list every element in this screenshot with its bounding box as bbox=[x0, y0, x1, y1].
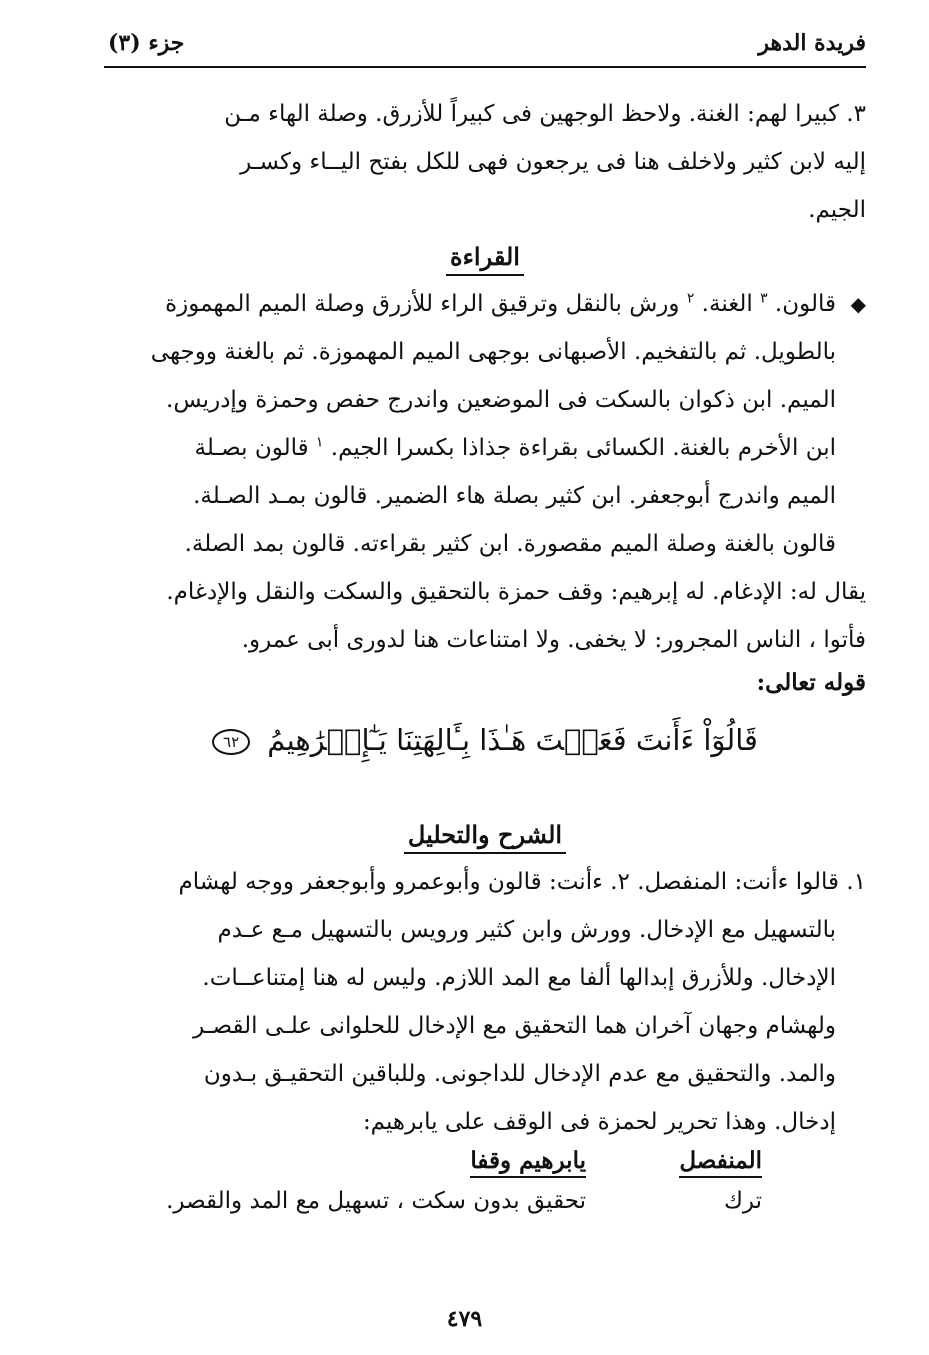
section-heading-qiraa bbox=[104, 234, 866, 280]
table-header-yabrahim: يابرهيم وقفا bbox=[470, 1146, 586, 1178]
table-header-row bbox=[104, 1146, 866, 1188]
quote-label: قوله تعالى: bbox=[756, 669, 866, 696]
sharh-line: والمد. والتحقيق مع عدم الإدخال للداجونى. وللباقين التحقيـق بـدون bbox=[203, 1061, 836, 1087]
page-content bbox=[104, 90, 866, 1230]
qiraa-line bbox=[104, 424, 866, 472]
sharh-line: ١. قالوا ءأنت: المنفصل. ٢. ءأنت: قالون وأبوعمرو وأبوجعفر ووجه لهشام bbox=[178, 869, 866, 895]
footnote-ref: ٢ bbox=[686, 290, 695, 307]
heading-sharh-text: الشرح والتحليل bbox=[404, 818, 566, 854]
quran-verse bbox=[104, 708, 866, 772]
diamond-bullet-icon: ◆ bbox=[850, 292, 866, 316]
table-row bbox=[104, 1188, 866, 1230]
part-label: جزء (٣) bbox=[108, 30, 185, 56]
sharh-line: ولهشام وجهان آخران هما التحقيق مع الإدخال للحلوانى علـى القصـر bbox=[193, 1013, 836, 1039]
intro-line: إليه لابن كثير ولاخلف هنا فى يرجعون فهى للكل بفتح اليــاء وكسـر bbox=[240, 149, 866, 175]
section-heading-sharh bbox=[104, 812, 866, 858]
table-header-munfasil: المنفصل bbox=[679, 1146, 762, 1178]
qiraa-text: قالون بصـلة bbox=[194, 435, 309, 461]
qiraa-text: قالون. bbox=[774, 291, 836, 317]
qiraa-line: الميم واندرج أبوجعفر. ابن كثير بصلة هاء الضمير. قالون بمـد الصـلة. bbox=[193, 483, 836, 509]
intro-line: الجيم. bbox=[808, 197, 866, 223]
footnote-ref: ٣ bbox=[760, 290, 768, 307]
body-line: فأتوا ، الناس المجرور: لا يخفى. ولا امتناعات هنا لدورى أبى عمرو. bbox=[241, 627, 866, 653]
table-cell: تحقيق بدون سكت ، تسهيل مع المد والقصر. bbox=[166, 1188, 586, 1214]
qiraa-text: ورش بالنقل وترقيق الراء للأزرق وصلة الميم المهموزة bbox=[165, 291, 680, 317]
qiraa-line: قالون بالغنة وصلة الميم مقصورة. ابن كثير بقراءته. قالون بمد الصلة. bbox=[184, 531, 836, 557]
sharh-line: بالتسهيل مع الإدخال. وورش وابن كثير ورويس بالتسهيل مـع عـدم bbox=[217, 917, 836, 943]
page-number: ٤٧٩ bbox=[446, 1306, 483, 1332]
qiraa-text: الغنة. bbox=[701, 291, 753, 317]
table-cell: ترك bbox=[723, 1188, 762, 1214]
qiraa-line bbox=[104, 280, 866, 328]
footnote-ref: ١ bbox=[315, 434, 324, 451]
qiraa-line: الميم. ابن ذكوان بالسكت فى الموضعين واندرج حفص وحمزة وإدريس. bbox=[166, 387, 836, 413]
qiraa-text: ابن الأخرم بالغنة. الكسائى بقراءة جذاذا بكسرا الجيم. bbox=[330, 435, 836, 461]
heading-qiraa-text: القراءة bbox=[446, 240, 524, 276]
ayah-number-mark: ٦٢ bbox=[212, 729, 250, 755]
intro-line: ٣. كبيرا لهم: الغنة. ولاحظ الوجهين فى كبيراً للأزرق. وصلة الهاء مـن bbox=[224, 101, 866, 127]
sharh-line: الإدخال. وللأزرق إبدالها ألفا مع المد اللازم. وليس له هنا إمتناعــات. bbox=[202, 965, 836, 991]
verse-text: قَالُوٓاْ ءَأَنتَ فَعَلۡتَ هَـٰذَا بِـَٔالِهَتِنَا يَـٰٓإِبۡرَٰهِيمُ bbox=[267, 723, 758, 757]
page-header bbox=[104, 26, 866, 68]
sharh-line: إدخال. وهذا تحرير لحمزة فى الوقف على يابرهيم: bbox=[362, 1109, 836, 1135]
qiraa-line: بالطويل. ثم بالتفخيم. الأصبهانى بوجهى الميم المهموزة. ثم بالغنة ووجهى bbox=[150, 339, 836, 365]
body-line: يقال له: الإدغام. له إبرهيم: وقف حمزة بالتحقيق والسكت والنقل والإدغام. bbox=[166, 579, 866, 605]
qiraa-block bbox=[104, 280, 866, 568]
book-title: فريدة الدهر bbox=[758, 30, 866, 56]
